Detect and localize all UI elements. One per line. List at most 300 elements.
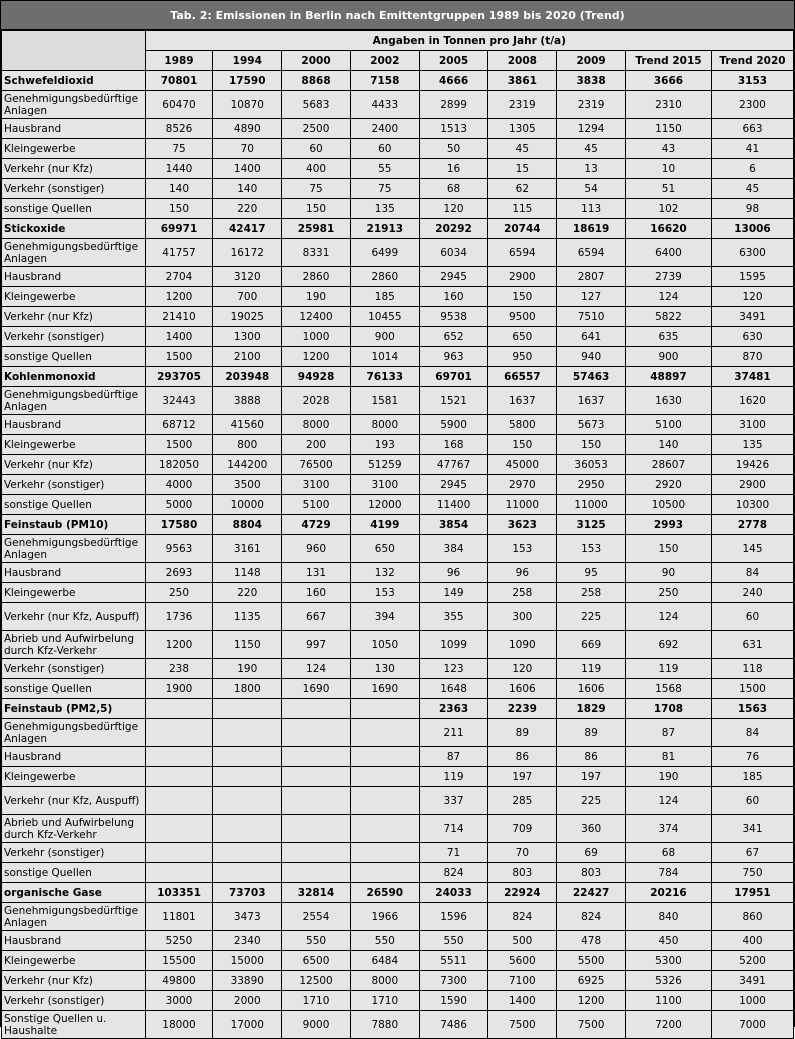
table-cell: 1648 — [419, 679, 488, 699]
group-total-cell: 25981 — [282, 219, 351, 239]
row-label: Kleingewerbe — [2, 287, 146, 307]
table-row — [2, 767, 794, 787]
table-cell: 87 — [419, 747, 488, 767]
table-cell: 220 — [213, 199, 282, 219]
table-cell: 258 — [488, 583, 557, 603]
table-cell: 5100 — [625, 415, 711, 435]
group-total-cell: 69971 — [145, 219, 213, 239]
table-cell: 250 — [145, 583, 213, 603]
table-cell: 300 — [488, 603, 557, 631]
table-cell — [282, 863, 351, 883]
table-cell: 120 — [711, 287, 793, 307]
row-label: Hausbrand — [2, 119, 146, 139]
table-cell: 824 — [419, 863, 488, 883]
table-cell — [350, 747, 419, 767]
group-total-cell: 32814 — [282, 883, 351, 903]
table-cell: 118 — [711, 659, 793, 679]
table-cell: 28607 — [625, 455, 711, 475]
table-cell: 2900 — [488, 267, 557, 287]
group-total-cell: 20744 — [488, 219, 557, 239]
table-cell: 1148 — [213, 563, 282, 583]
table-cell: 41560 — [213, 415, 282, 435]
table-cell: 10000 — [213, 495, 282, 515]
table-cell: 140 — [625, 435, 711, 455]
group-total-cell: 94928 — [282, 367, 351, 387]
table-cell: 2950 — [557, 475, 626, 495]
row-label: Genehmigungsbedürftige Anlagen — [2, 387, 146, 415]
table-cell: 940 — [557, 347, 626, 367]
table-cell: 90 — [625, 563, 711, 583]
column-header-1: 1994 — [213, 51, 282, 71]
table-row — [2, 583, 794, 603]
table-cell: 1637 — [488, 387, 557, 415]
table-cell: 2860 — [350, 267, 419, 287]
table-cell: 127 — [557, 287, 626, 307]
table-cell: 1200 — [145, 631, 213, 659]
table-cell: 149 — [419, 583, 488, 603]
group-name: Feinstaub (PM2,5) — [2, 699, 146, 719]
table-cell: 119 — [625, 659, 711, 679]
group-total-cell — [282, 699, 351, 719]
table-cell: 1590 — [419, 991, 488, 1011]
group-total-cell: 3125 — [557, 515, 626, 535]
row-label: Verkehr (nur Kfz) — [2, 455, 146, 475]
table-cell: 400 — [711, 931, 793, 951]
table-cell: 76500 — [282, 455, 351, 475]
group-total-cell: 20216 — [625, 883, 711, 903]
row-label: Verkehr (nur Kfz) — [2, 307, 146, 327]
table-cell: 135 — [350, 199, 419, 219]
group-total-cell: 1708 — [625, 699, 711, 719]
table-cell: 450 — [625, 931, 711, 951]
table-cell — [282, 719, 351, 747]
row-label: Kleingewerbe — [2, 767, 146, 787]
table-cell: 963 — [419, 347, 488, 367]
table-cell: 394 — [350, 603, 419, 631]
table-cell — [350, 767, 419, 787]
group-total-cell: 26590 — [350, 883, 419, 903]
group-total-row — [2, 71, 794, 91]
table-cell: 1150 — [625, 119, 711, 139]
table-cell: 667 — [282, 603, 351, 631]
table-cell: 824 — [557, 903, 626, 931]
table-row — [2, 535, 794, 563]
table-cell: 75 — [350, 179, 419, 199]
table-cell: 1400 — [488, 991, 557, 1011]
table-cell: 95 — [557, 563, 626, 583]
group-total-cell: 22924 — [488, 883, 557, 903]
table-cell — [282, 767, 351, 787]
table-cell: 150 — [488, 287, 557, 307]
table-cell: 197 — [488, 767, 557, 787]
table-cell: 89 — [488, 719, 557, 747]
table-cell: 10455 — [350, 307, 419, 327]
table-cell: 950 — [488, 347, 557, 367]
table-cell: 75 — [282, 179, 351, 199]
table-cell: 130 — [350, 659, 419, 679]
table-cell: 7500 — [557, 1011, 626, 1039]
table-cell: 8331 — [282, 239, 351, 267]
table-cell: 17000 — [213, 1011, 282, 1039]
group-total-cell: 1829 — [557, 699, 626, 719]
table-row — [2, 119, 794, 139]
table-title: Tab. 2: Emissionen in Berlin nach Emittentgruppen 1989 bis 2020 (Trend) — [1, 0, 794, 30]
table-cell: 374 — [625, 815, 711, 843]
table-cell: 150 — [488, 435, 557, 455]
group-total-cell: 42417 — [213, 219, 282, 239]
table-cell: 337 — [419, 787, 488, 815]
row-label: Hausbrand — [2, 563, 146, 583]
table-cell: 550 — [419, 931, 488, 951]
row-label: Verkehr (nur Kfz) — [2, 159, 146, 179]
table-cell: 4000 — [145, 475, 213, 495]
table-cell: 12000 — [350, 495, 419, 515]
group-total-cell: 20292 — [419, 219, 488, 239]
table-cell: 10870 — [213, 91, 282, 119]
table-row — [2, 435, 794, 455]
table-row — [2, 659, 794, 679]
table-cell: 3500 — [213, 475, 282, 495]
table-cell: 870 — [711, 347, 793, 367]
table-row — [2, 863, 794, 883]
table-cell: 113 — [557, 199, 626, 219]
table-cell: 1630 — [625, 387, 711, 415]
table-cell: 150 — [625, 535, 711, 563]
table-cell: 145 — [711, 535, 793, 563]
table-row — [2, 931, 794, 951]
table-cell: 190 — [625, 767, 711, 787]
row-label: sonstige Quellen — [2, 495, 146, 515]
table-cell: 240 — [711, 583, 793, 603]
column-header-5: 2008 — [488, 51, 557, 71]
table-cell: 1690 — [350, 679, 419, 699]
table-cell: 124 — [282, 659, 351, 679]
table-cell: 2319 — [557, 91, 626, 119]
group-total-cell — [213, 699, 282, 719]
group-name: organische Gase — [2, 883, 146, 903]
table-cell: 3120 — [213, 267, 282, 287]
column-header-7: Trend 2015 — [625, 51, 711, 71]
group-total-cell: 293705 — [145, 367, 213, 387]
table-cell: 71 — [419, 843, 488, 863]
table-cell: 120 — [419, 199, 488, 219]
table-cell: 70 — [213, 139, 282, 159]
table-cell: 21410 — [145, 307, 213, 327]
table-cell: 2807 — [557, 267, 626, 287]
table-cell: 5822 — [625, 307, 711, 327]
table-row — [2, 91, 794, 119]
table-cell — [350, 843, 419, 863]
row-label: sonstige Quellen — [2, 347, 146, 367]
table-cell: 2739 — [625, 267, 711, 287]
table-cell: 11400 — [419, 495, 488, 515]
table-cell: 5300 — [625, 951, 711, 971]
table-cell: 1513 — [419, 119, 488, 139]
table-cell: 1400 — [213, 159, 282, 179]
row-label: sonstige Quellen — [2, 863, 146, 883]
table-cell: 160 — [282, 583, 351, 603]
table-cell — [145, 815, 213, 843]
row-label: Genehmigungsbedürftige Anlagen — [2, 719, 146, 747]
table-cell: 150 — [557, 435, 626, 455]
table-cell: 630 — [711, 327, 793, 347]
table-row — [2, 563, 794, 583]
table-cell: 1294 — [557, 119, 626, 139]
table-cell: 87 — [625, 719, 711, 747]
table-cell: 1596 — [419, 903, 488, 931]
group-total-cell: 13006 — [711, 219, 793, 239]
table-cell: 131 — [282, 563, 351, 583]
table-cell: 5683 — [282, 91, 351, 119]
table-cell: 5800 — [488, 415, 557, 435]
table-cell: 193 — [350, 435, 419, 455]
group-total-row — [2, 219, 794, 239]
table-row — [2, 159, 794, 179]
table-cell: 119 — [557, 659, 626, 679]
table-row — [2, 347, 794, 367]
table-cell: 11801 — [145, 903, 213, 931]
table-cell: 19426 — [711, 455, 793, 475]
row-label: Kleingewerbe — [2, 583, 146, 603]
row-label: Hausbrand — [2, 931, 146, 951]
table-cell: 2319 — [488, 91, 557, 119]
table-cell: 2900 — [711, 475, 793, 495]
group-total-cell: 2239 — [488, 699, 557, 719]
group-total-cell: 22427 — [557, 883, 626, 903]
table-cell: 2945 — [419, 267, 488, 287]
table-cell — [213, 815, 282, 843]
row-label: Genehmigungsbedürftige Anlagen — [2, 903, 146, 931]
table-cell: 285 — [488, 787, 557, 815]
table-cell: 68712 — [145, 415, 213, 435]
table-cell: 355 — [419, 603, 488, 631]
row-label: Genehmigungsbedürftige Anlagen — [2, 91, 146, 119]
table-cell: 1440 — [145, 159, 213, 179]
table-cell: 140 — [145, 179, 213, 199]
table-cell: 11000 — [488, 495, 557, 515]
row-label: sonstige Quellen — [2, 199, 146, 219]
table-cell: 150 — [145, 199, 213, 219]
group-total-cell: 57463 — [557, 367, 626, 387]
table-cell: 81 — [625, 747, 711, 767]
table-cell: 1200 — [557, 991, 626, 1011]
table-cell: 641 — [557, 327, 626, 347]
table-cell: 550 — [282, 931, 351, 951]
table-cell: 2000 — [213, 991, 282, 1011]
table-cell: 10300 — [711, 495, 793, 515]
table-cell: 185 — [350, 287, 419, 307]
table-cell: 45000 — [488, 455, 557, 475]
table-row — [2, 495, 794, 515]
table-cell: 115 — [488, 199, 557, 219]
table-cell — [282, 815, 351, 843]
table-cell: 500 — [488, 931, 557, 951]
table-cell: 185 — [711, 767, 793, 787]
table-cell: 550 — [350, 931, 419, 951]
table-cell: 400 — [282, 159, 351, 179]
group-total-cell: 17580 — [145, 515, 213, 535]
table-cell: 669 — [557, 631, 626, 659]
table-row — [2, 179, 794, 199]
table-cell: 900 — [625, 347, 711, 367]
table-cell: 55 — [350, 159, 419, 179]
group-total-cell: 48897 — [625, 367, 711, 387]
table-cell: 1736 — [145, 603, 213, 631]
table-cell: 96 — [488, 563, 557, 583]
table-cell: 5000 — [145, 495, 213, 515]
table-cell: 124 — [625, 287, 711, 307]
table-cell: 631 — [711, 631, 793, 659]
table-cell: 3491 — [711, 307, 793, 327]
table-cell: 68 — [625, 843, 711, 863]
table-cell: 12500 — [282, 971, 351, 991]
row-label: Kleingewerbe — [2, 435, 146, 455]
table-cell: 1568 — [625, 679, 711, 699]
group-total-cell: 3854 — [419, 515, 488, 535]
table-cell: 182050 — [145, 455, 213, 475]
table-cell: 3100 — [711, 415, 793, 435]
table-cell: 19025 — [213, 307, 282, 327]
table-cell: 60 — [282, 139, 351, 159]
table-cell: 190 — [282, 287, 351, 307]
table-cell: 1710 — [350, 991, 419, 1011]
table-cell: 7486 — [419, 1011, 488, 1039]
table-cell: 153 — [557, 535, 626, 563]
table-cell: 238 — [145, 659, 213, 679]
table-cell: 124 — [625, 787, 711, 815]
column-header-6: 2009 — [557, 51, 626, 71]
table-cell: 119 — [419, 767, 488, 787]
table-cell: 6499 — [350, 239, 419, 267]
table-cell: 18000 — [145, 1011, 213, 1039]
table-cell: 1200 — [145, 287, 213, 307]
group-total-cell: 2993 — [625, 515, 711, 535]
group-total-cell: 203948 — [213, 367, 282, 387]
table-cell: 1581 — [350, 387, 419, 415]
group-total-cell: 66557 — [488, 367, 557, 387]
table-cell: 10500 — [625, 495, 711, 515]
table-cell: 384 — [419, 535, 488, 563]
table-cell: 54 — [557, 179, 626, 199]
table-cell: 70 — [488, 843, 557, 863]
table-cell: 5200 — [711, 951, 793, 971]
table-row — [2, 815, 794, 843]
table-cell: 1595 — [711, 267, 793, 287]
table-cell — [213, 719, 282, 747]
table-cell: 6594 — [557, 239, 626, 267]
table-cell: 2860 — [282, 267, 351, 287]
group-total-cell: 16620 — [625, 219, 711, 239]
table-cell: 36053 — [557, 455, 626, 475]
group-total-cell: 3153 — [711, 71, 793, 91]
row-label: Kleingewerbe — [2, 951, 146, 971]
group-total-cell: 4666 — [419, 71, 488, 91]
table-cell: 9000 — [282, 1011, 351, 1039]
group-total-cell: 3838 — [557, 71, 626, 91]
table-cell: 220 — [213, 583, 282, 603]
row-label: Verkehr (sonstiger) — [2, 991, 146, 1011]
table-cell: 7880 — [350, 1011, 419, 1039]
table-cell: 1500 — [145, 347, 213, 367]
table-cell — [145, 787, 213, 815]
row-label: Sonstige Quellen u. Haushalte — [2, 1011, 146, 1039]
table-cell — [350, 815, 419, 843]
table-cell: 135 — [711, 435, 793, 455]
table-cell: 120 — [488, 659, 557, 679]
group-name: Kohlenmonoxid — [2, 367, 146, 387]
table-row — [2, 991, 794, 1011]
row-label: Verkehr (sonstiger) — [2, 475, 146, 495]
table-cell: 197 — [557, 767, 626, 787]
table-row — [2, 199, 794, 219]
table-cell: 4890 — [213, 119, 282, 139]
table-cell: 9563 — [145, 535, 213, 563]
table-cell — [145, 747, 213, 767]
table-cell: 16 — [419, 159, 488, 179]
group-total-cell — [145, 699, 213, 719]
table-cell: 9500 — [488, 307, 557, 327]
table-cell: 1150 — [213, 631, 282, 659]
table-row — [2, 951, 794, 971]
table-cell: 69 — [557, 843, 626, 863]
table-cell: 8526 — [145, 119, 213, 139]
table-cell — [213, 767, 282, 787]
column-header-8: Trend 2020 — [711, 51, 793, 71]
table-cell: 200 — [282, 435, 351, 455]
table-cell: 43 — [625, 139, 711, 159]
table-cell: 10 — [625, 159, 711, 179]
group-total-cell: 21913 — [350, 219, 419, 239]
table-cell: 650 — [488, 327, 557, 347]
table-cell: 45 — [557, 139, 626, 159]
table-cell: 7510 — [557, 307, 626, 327]
table-cell: 1100 — [625, 991, 711, 1011]
group-name: Stickoxide — [2, 219, 146, 239]
table-row — [2, 747, 794, 767]
table-cell: 3161 — [213, 535, 282, 563]
table-cell: 76 — [711, 747, 793, 767]
group-total-cell: 37481 — [711, 367, 793, 387]
table-cell: 1014 — [350, 347, 419, 367]
table-row — [2, 603, 794, 631]
table-row — [2, 679, 794, 699]
table-row — [2, 327, 794, 347]
table-cell: 840 — [625, 903, 711, 931]
table-cell: 123 — [419, 659, 488, 679]
table-cell: 7300 — [419, 971, 488, 991]
table-cell: 5511 — [419, 951, 488, 971]
table-cell: 1966 — [350, 903, 419, 931]
group-name: Feinstaub (PM10) — [2, 515, 146, 535]
table-cell: 2693 — [145, 563, 213, 583]
group-total-row — [2, 515, 794, 535]
table-cell: 5673 — [557, 415, 626, 435]
table-cell: 7500 — [488, 1011, 557, 1039]
group-total-cell: 3861 — [488, 71, 557, 91]
table-cell: 8000 — [282, 415, 351, 435]
table-cell: 153 — [488, 535, 557, 563]
table-cell: 6034 — [419, 239, 488, 267]
table-cell: 7000 — [711, 1011, 793, 1039]
group-total-cell: 76133 — [350, 367, 419, 387]
table-cell: 6 — [711, 159, 793, 179]
table-cell: 997 — [282, 631, 351, 659]
row-label: Hausbrand — [2, 267, 146, 287]
table-cell: 1606 — [488, 679, 557, 699]
group-total-cell — [350, 699, 419, 719]
table-cell: 6484 — [350, 951, 419, 971]
table-cell — [145, 843, 213, 863]
